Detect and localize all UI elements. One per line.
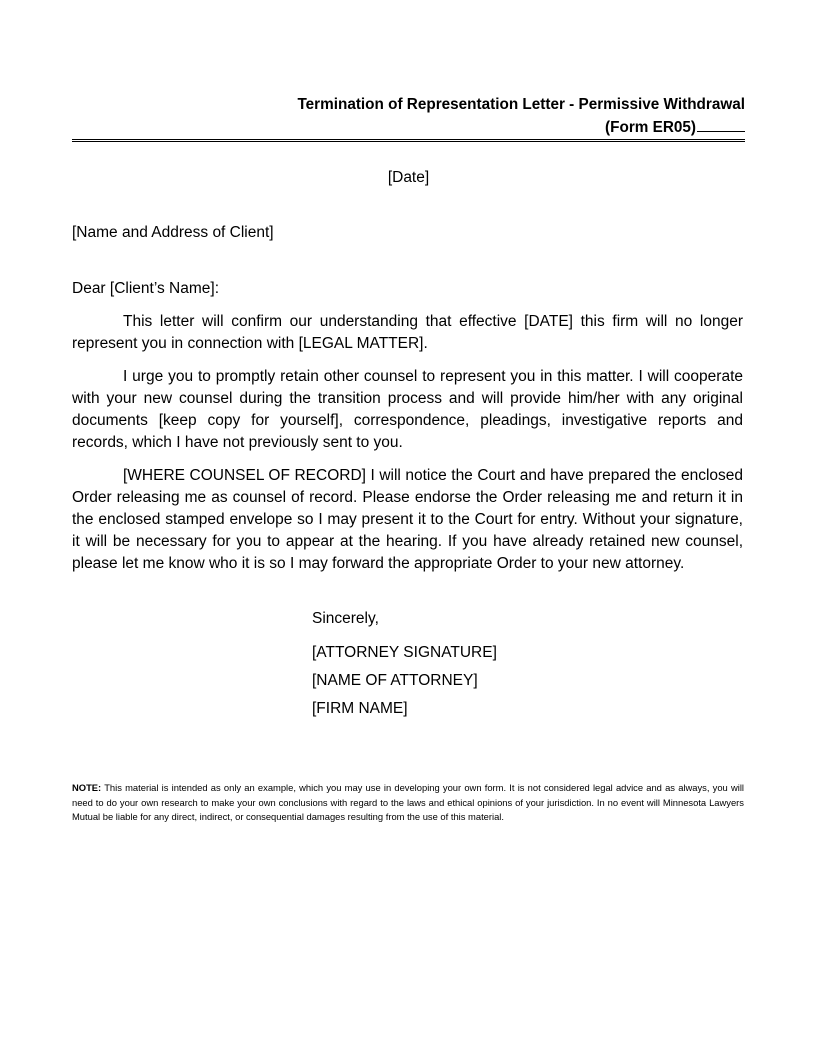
letter-closing — [312, 609, 497, 719]
form-header — [72, 94, 745, 139]
salutation: Dear [Client’s Name]: — [72, 280, 220, 297]
attorney-signature: [ATTORNEY SIGNATURE] — [312, 644, 497, 661]
firm-name: [FIRM NAME] — [312, 700, 408, 717]
client-address: [Name and Address of Client] — [72, 224, 274, 241]
form-number: (Form ER05) — [605, 119, 696, 136]
attorney-name: [NAME OF ATTORNEY] — [312, 672, 478, 689]
form-title: Termination of Representation Letter - Permissive Withdrawal — [297, 96, 745, 113]
form-number-blank — [697, 116, 745, 132]
body-paragraph: [WHERE COUNSEL OF RECORD] I will notice the Court and have prepared the enclosed Order releasing me as counsel of record. Please endorse the Order releasing me and return it in the enclosed stamped envelope so I may present it to the Court for entry. Without your signature, it will be necessary for you to appear at the hearing. If you have already retained new counsel, please let me know who it is so I may forward the appropriate Order to your new attorney. — [72, 467, 743, 572]
letter-date: [Date] — [387, 169, 430, 186]
body-paragraph: I urge you to promptly retain other counsel to represent you in this matter. I will cooperate with your new counsel during the transition process and will provide him/her with any original documents [keep copy for yourself], correspondence, pleadings, investigative reports and records, which I have not previously sent to you. — [72, 368, 743, 451]
body-paragraph: This letter will confirm our understanding that effective [DATE] this firm will no longer represent you in connection with [LEGAL MATTER]. — [72, 313, 743, 352]
closing-phrase: Sincerely, — [312, 610, 379, 627]
disclaimer-note — [72, 781, 744, 825]
letter-body — [72, 311, 743, 586]
header-rule — [72, 139, 745, 142]
note-text: This material is intended as only an example, which you may use in developing your own form. It is not considered legal advice and as always, you will need to do your own research to make your own conclusions with regard to the laws and ethical opinions of your jurisdiction. In no event will Minnesota Lawyers Mutual be liable for any direct, indirect, or consequential damages resulting from the use of this material. — [72, 782, 744, 822]
form-number-line — [72, 116, 745, 139]
note-label: NOTE: — [72, 782, 102, 793]
